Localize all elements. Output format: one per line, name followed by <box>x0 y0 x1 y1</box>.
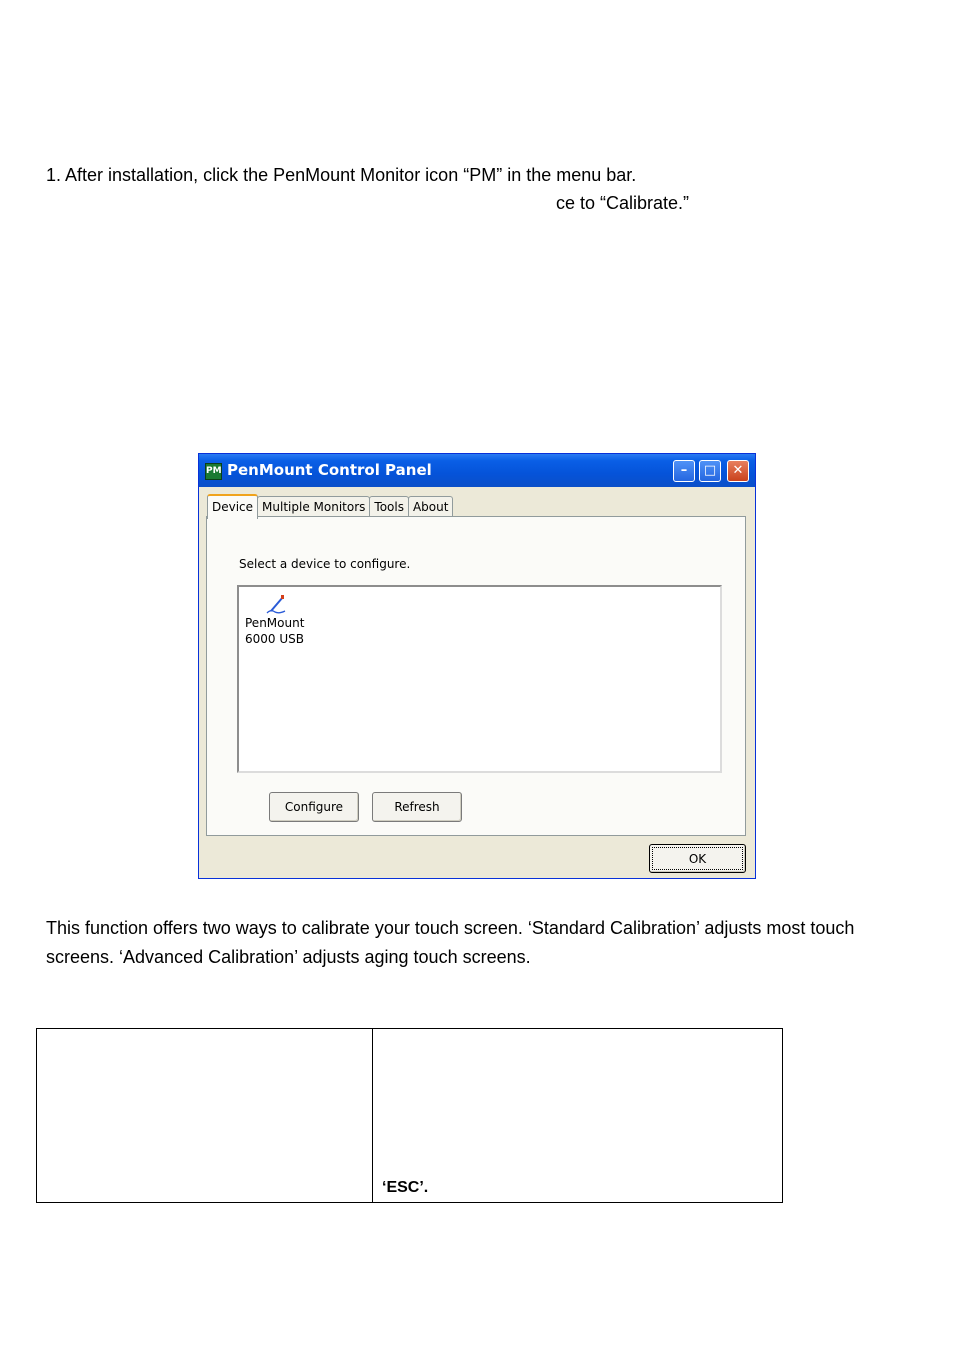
configure-button[interactable]: Configure <box>269 792 359 822</box>
minimize-icon: – <box>680 463 688 478</box>
calibration-table <box>36 1028 783 1203</box>
tab-about[interactable]: About <box>408 496 453 518</box>
device-list[interactable] <box>237 585 722 773</box>
title-bar[interactable] <box>199 454 755 487</box>
device-tab-panel <box>206 516 746 836</box>
penmount-app-icon: PM <box>205 463 222 480</box>
table-cell-esc-text: ‘ESC’. <box>382 1179 429 1196</box>
window-title: PenMount Control Panel <box>227 461 432 479</box>
table-column-divider <box>372 1029 373 1202</box>
step-1-line-1: 1. After installation, click the PenMount Monitor icon “PM” in the menu bar. <box>46 165 637 185</box>
select-device-label: Select a device to configure. <box>239 557 411 571</box>
device-name-line-1: PenMount <box>245 616 305 630</box>
ok-button[interactable]: OK <box>649 844 746 873</box>
maximize-button[interactable] <box>699 460 721 482</box>
pen-icon <box>245 593 305 615</box>
refresh-button[interactable]: Refresh <box>372 792 462 822</box>
penmount-control-panel-window <box>198 453 756 879</box>
device-item-penmount-6000-usb[interactable] <box>245 593 305 647</box>
tab-bar <box>207 494 452 517</box>
maximize-icon: □ <box>703 463 717 478</box>
close-button[interactable] <box>727 460 749 482</box>
close-icon: ✕ <box>732 463 744 478</box>
tab-device[interactable]: Device <box>207 494 258 519</box>
minimize-button[interactable] <box>673 460 695 482</box>
tab-multiple-monitors[interactable]: Multiple Monitors <box>257 496 370 518</box>
calibration-description: This function offers two ways to calibrate your touch screen. ‘Standard Calibration’ adjusts most touch screens. ‘Advanced Calibration’ adjusts aging touch screens. <box>46 918 855 967</box>
step-1-line-2: ce to “Calibrate.” <box>556 193 690 213</box>
device-name-line-2: 6000 USB <box>245 632 304 646</box>
tab-tools[interactable]: Tools <box>369 496 409 518</box>
